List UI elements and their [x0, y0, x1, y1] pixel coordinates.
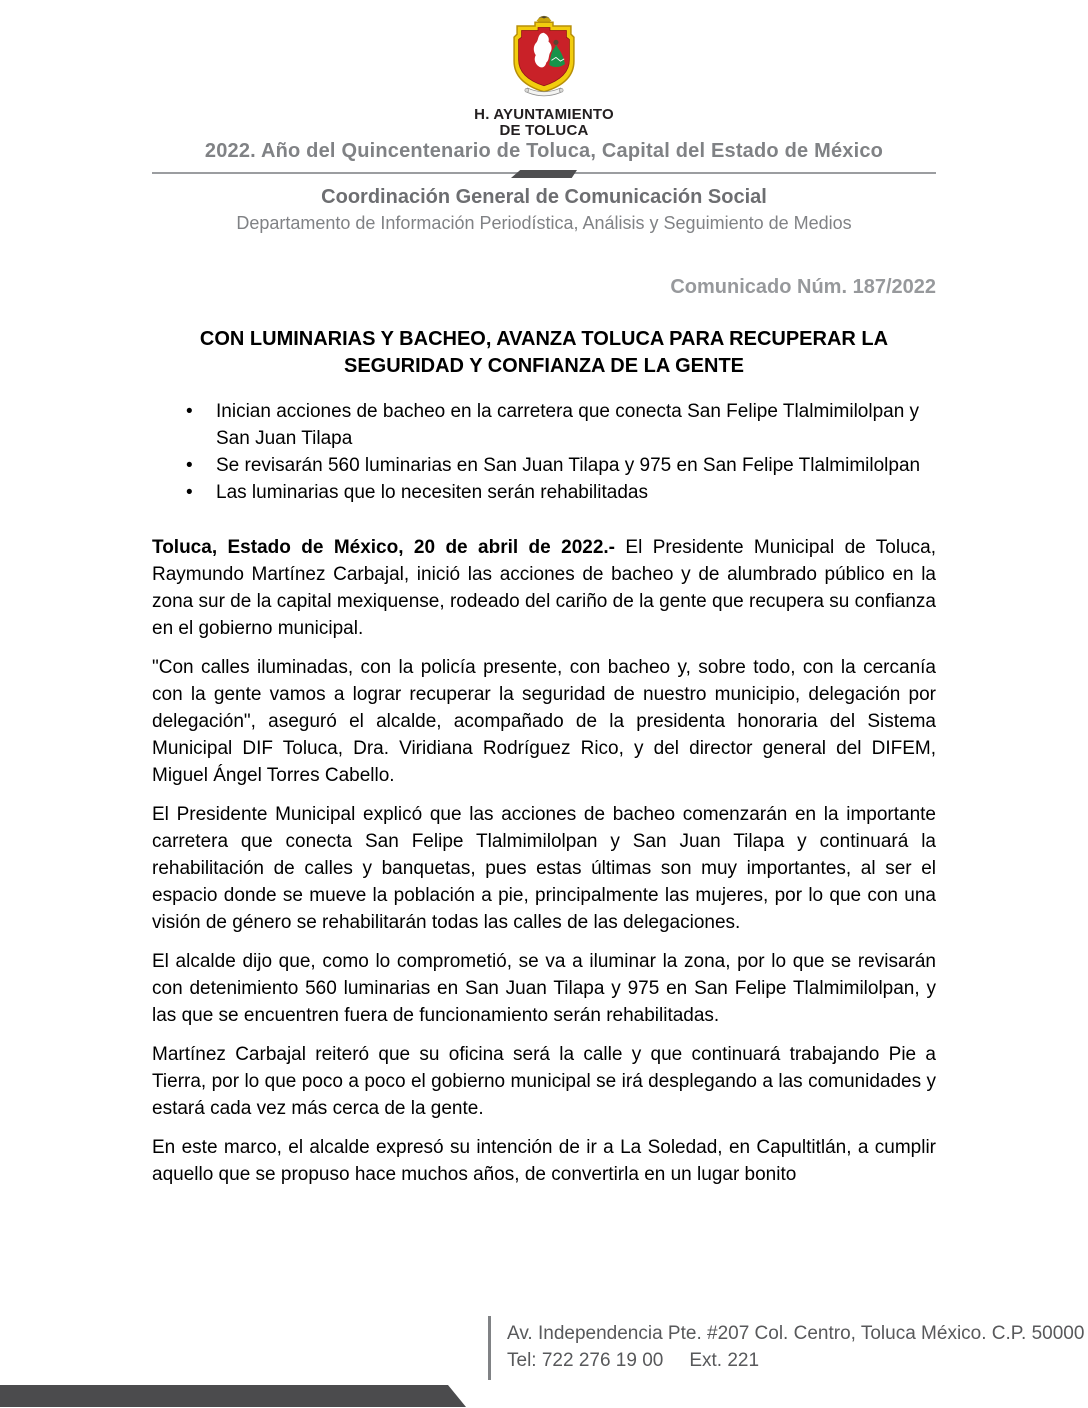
bullet-marker-icon: • [186, 482, 193, 503]
bullet-marker-icon: • [186, 401, 193, 422]
department-name: Departamento de Información Periodística, Análisis y Seguimiento de Medios [236, 213, 852, 233]
footer-address: Av. Independencia Pte. #207 Col. Centro, Toluca México. C.P. 50000 [507, 1323, 1085, 1344]
bullet-item [152, 452, 936, 479]
year-banner: 2022. Año del Quincentenario de Toluca, Capital del Estado de México [204, 140, 884, 162]
footer-extension: Ext. 221 [689, 1350, 760, 1371]
bullet-item [152, 479, 936, 506]
bullet-text: Las luminarias que lo necesiten serán rehabilitadas [216, 482, 648, 503]
bullet-marker-icon: • [186, 455, 193, 476]
bullet-item [152, 398, 936, 452]
document-body [152, 534, 936, 1200]
paragraph-text: "Con calles iluminadas, con la policía presente, con bacheo y, sobre todo, con la cercanía con la gente vamos a lograr recuperar la seguridad de nuestro municipio, delegación por delegación", aseguró el alcalde, acompañado de la presidenta honoraria del Sistema Municipal DIF Toluca, Dra. Viridiana Rodríguez Rico, y del director general del DIFEM, Miguel Ángel Torres Cabello. [152, 657, 936, 786]
footer-phone: Tel: 722 276 19 00 [507, 1350, 664, 1371]
paragraph [152, 948, 936, 1029]
footer-phone-line [507, 1347, 1084, 1374]
paragraph-text: El Presidente Municipal explicó que las acciones de bacheo comenzarán en la importante carretera que conecta San Felipe Tlalmimilolpan y San Juan Tilapa y continuará la rehabilitación de calles y banquetas, pues estas últimas son muy importantes, al ser el espacio donde se mueve la población a pie, principalmente las mujeres, por lo que con una visión de género se rehabilitarán todas las calles de las delegaciones. [152, 804, 936, 933]
header-divider [152, 172, 936, 174]
office-name: Coordinación General de Comunicación Social [321, 186, 767, 208]
logo-caption-line1: H. AYUNTAMIENTO [474, 106, 614, 123]
paragraph-text: Martínez Carbajal reiteró que su oficina será la calle y que continuará trabajando Pie a Tierra, por lo que poco a poco el gobierno municipal se irá desplegando a las comunidades y estará cada vez más cerca de la gente. [152, 1044, 936, 1119]
divider-dash [511, 170, 577, 178]
document-title-line2: SEGURIDAD Y CONFIANZA DE LA GENTE [343, 355, 745, 377]
footer-contact-block [488, 1316, 1084, 1380]
summary-bullet-list [152, 398, 936, 506]
document-title [152, 326, 936, 380]
logo-caption [414, 107, 674, 139]
paragraph [152, 654, 936, 789]
toluca-coat-of-arms-icon [498, 14, 590, 100]
toluca-logo [414, 14, 674, 139]
bullet-text: Se revisarán 560 luminarias en San Juan Tilapa y 975 en San Felipe Tlalmimilolpan [216, 455, 921, 476]
paragraph [152, 801, 936, 936]
paragraph-text: En este marco, el alcalde expresó su intención de ir a La Soledad, en Capultitlán, a cumplir aquello que se propuso hace muchos años, de convertirla en un lugar bonito [152, 1137, 936, 1185]
paragraph [152, 1134, 936, 1188]
bottom-decorative-bar [0, 1385, 466, 1407]
paragraph [152, 1041, 936, 1122]
logo-caption-line2: DE TOLUCA [499, 122, 589, 139]
paragraph-dateline: Toluca, Estado de México, 20 de abril de 2022.- [152, 537, 615, 558]
communique-number: Comunicado Núm. 187/2022 [670, 276, 936, 298]
paragraph-text: El Presidente Municipal de Toluca, Raymundo Martínez Carbajal, inició las acciones de bacheo y de alumbrado público en la zona sur de la capital mexiquense, rodeado del cariño de la gente que recupera su confianza en el gobierno municipal. [152, 537, 936, 639]
paragraph-text: El alcalde dijo que, como lo comprometió, se va a iluminar la zona, por lo que se revisarán con detenimiento 560 luminarias en San Juan Tilapa y 975 en San Felipe Tlalmimilolpan, y las que se encuentren fuera de funcionamiento serán rehabilitadas. [152, 951, 936, 1026]
paragraph [152, 534, 936, 642]
bullet-text: Inician acciones de bacheo en la carretera que conecta San Felipe Tlalmimilolpan y San Juan Tilapa [216, 401, 920, 449]
document-title-line1: CON LUMINARIAS Y BACHEO, AVANZA TOLUCA PARA RECUPERAR LA [199, 328, 889, 350]
